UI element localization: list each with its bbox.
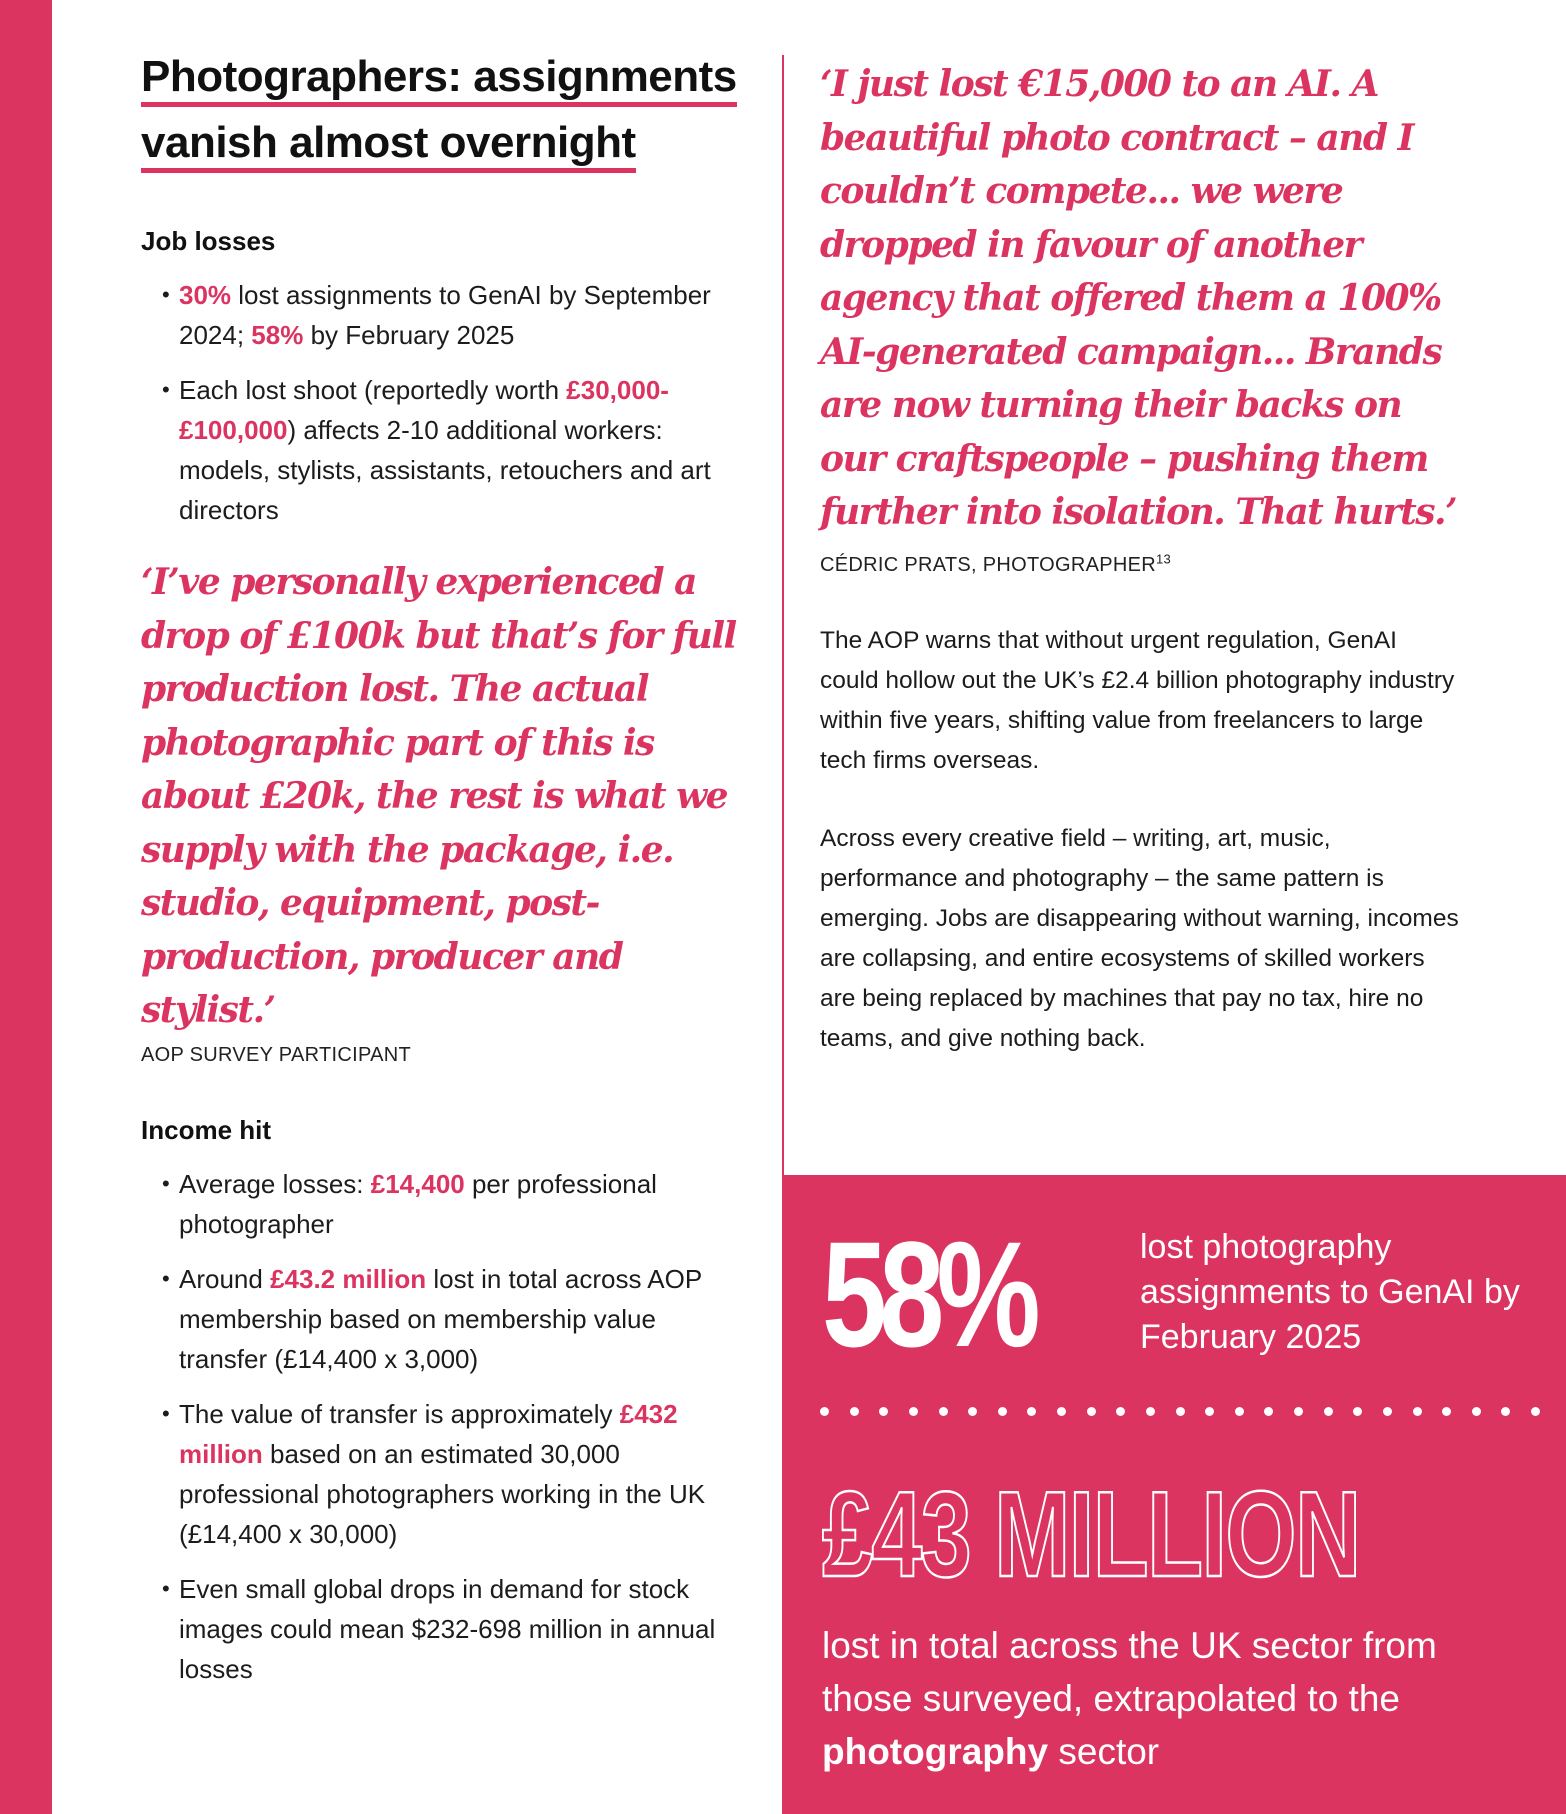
page-title-line-2: vanish almost overnight (141, 118, 636, 173)
income-hit-heading: Income hit (141, 1114, 272, 1145)
stat-money: £43 MILLION (822, 1466, 1360, 1602)
accent-sidebar-bar (0, 0, 52, 1814)
photographer-quote: ‘I just lost €15,000 to an AI. A beautiful photo contract – and I couldn’t compete... we were dropped in favour of another agency that offered them a 100% AI-generated campaign... Brands are now turning their backs on our craftspeople – pushing them further into isolation. That hurts.’ (820, 63, 1457, 533)
page-title-line-1: Photographers: assignments (141, 52, 737, 107)
stat-percentage-caption: lost photography assignments to GenAI by February 2025 (1140, 1228, 1520, 1356)
list-item: • The value of transfer is approximately £432 million based on an estimated 30,000 professional photographers working in the UK (£14,400 x 30,000) (179, 1394, 751, 1554)
creative-field-paragraph: Across every creative field – writing, art, music, performance and photography – the same pattern is emerging. Jobs are disappearing without warning, incomes are collapsing, and entire ecosystems of skilled workers are being replaced by machines that pay no tax, hire no teams, and give nothing back. (820, 824, 1459, 1052)
stats-panel (782, 1175, 1566, 1814)
survey-quote: ‘I’ve personally experienced a drop of £100k but that’s for full production lost. The actual photographic part of this is about £20k, the rest is what we supply with the package, i.e. studio, equipment, post-production, producer and stylist.’ (141, 561, 736, 1031)
dotted-separator (820, 1407, 1540, 1416)
right-column (820, 58, 1460, 1059)
income-hit-list (141, 1164, 751, 1689)
stat-money-caption: lost in total across the UK sector from those surveyed, extrapolated to the photography sector (822, 1625, 1437, 1772)
list-item: • Even small global drops in demand for stock images could mean $232-698 million in annual losses (179, 1569, 751, 1689)
list-item: • Around £43.2 million lost in total across AOP membership based on membership value transfer (£14,400 x 3,000) (179, 1259, 751, 1379)
footnote-marker: 13 (1156, 550, 1172, 566)
list-item: • 30% lost assignments to GenAI by September 2024; 58% by February 2025 (179, 275, 751, 355)
job-losses-list (141, 275, 751, 530)
list-item: • Each lost shoot (reportedly worth £30,000-£100,000) affects 2-10 additional workers: models, stylists, assistants, retouchers and art directors (179, 370, 751, 530)
aop-warning-paragraph: The AOP warns that without urgent regulation, GenAI could hollow out the UK’s £2.4 billion photography industry within five years, shifting value from freelancers to large tech firms overseas. (820, 626, 1455, 774)
list-item: • Average losses: £14,400 per professional photographer (179, 1164, 751, 1244)
page-title (141, 48, 751, 180)
column-divider (782, 55, 784, 1175)
survey-quote-attribution: AOP SURVEY PARTICIPANT (141, 1043, 412, 1066)
stat-percentage: 58% (822, 1210, 1033, 1378)
photographer-quote-attribution: CÉDRIC PRATS, PHOTOGRAPHER$^{13}$ (820, 550, 1172, 576)
job-losses-heading: Job losses (141, 226, 276, 256)
left-column (141, 48, 751, 1704)
